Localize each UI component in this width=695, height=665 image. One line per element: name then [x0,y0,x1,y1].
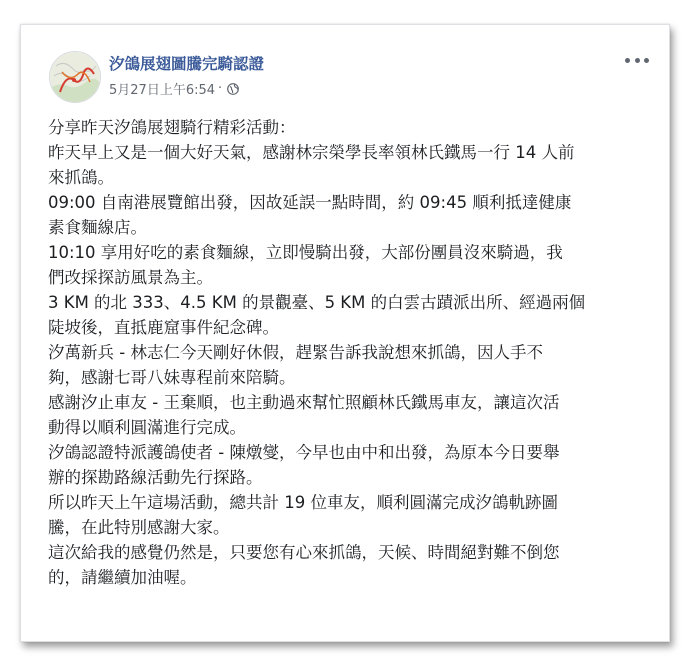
map-avatar-icon [50,52,101,103]
post-timestamp[interactable]: 5月27日上午6:54 [109,83,216,98]
post-line: 素食麵線店。 [48,218,147,237]
post-line: 動得以順利圓滿進行完成。 [48,418,246,437]
post-line: 汐萬新兵 - 林志仁今天剛好休假，趕緊告訴我說想來抓鴿，因人手不 [48,343,543,362]
post-line: 所以昨天上午這場活動，總共計 19 位車友，順利圓滿完成汐鴿軌跡圖 [48,493,558,512]
page-name-link[interactable]: 汐鴿展翅圖騰完騎認證 [109,55,265,73]
post-line: 09:00 自南港展覽館出發，因故延誤一點時間，約 09:45 順利抵達健康 [48,193,572,212]
post-line: 感謝汐止車友 - 王棄順，也主動過來幫忙照顧林氏鐵馬車友，讓這次活 [48,393,560,412]
more-dots-icon [635,58,640,63]
post-card [20,24,670,642]
post-line: 汐鴿認證特派護鴿使者 - 陳燉燮，今早也由中和出發，為原本今日要舉 [48,443,560,462]
post-line: 昨天早上又是一個大好天氣，感謝林宗榮學長率領林氏鐵馬一行 14 人前 [48,143,575,162]
post-line: 這次給我的感覺仍然是，只要您有心來抓鴿，天候、時間絕對難不倒您 [48,543,560,562]
post-line: 3 KM 的北 333、4.5 KM 的景觀臺、5 KM 的白雲古蹟派出所、經過兩個 [48,293,586,312]
more-dots-icon [625,58,630,63]
post-line: 們改採探訪風景為主。 [48,268,213,287]
post-line: 夠，感謝七哥八妹專程前來陪騎。 [48,368,296,387]
post-line: 來抓鴿。 [48,168,114,187]
post-line: 10:10 享用好吃的素食麵線，立即慢騎出發，大部份團員沒來騎過，我 [48,243,563,262]
post-meta [109,79,239,98]
post-line: 分享昨天汐鴿展翅騎行精彩活動： [48,118,296,137]
post-line: 陡坡後，直抵鹿窟事件紀念碑。 [48,318,279,337]
post-text [48,115,648,590]
meta-separator: · [218,81,223,96]
more-dots-icon [644,58,649,63]
globe-icon[interactable] [227,83,239,95]
page-avatar[interactable] [49,51,101,103]
post-line: 的，請繼續加油喔。 [48,568,197,587]
post-line: 騰，在此特別感謝大家。 [48,518,230,537]
post-line: 辦的探勘路線活動先行探路。 [48,468,263,487]
more-options-button[interactable] [625,53,649,67]
